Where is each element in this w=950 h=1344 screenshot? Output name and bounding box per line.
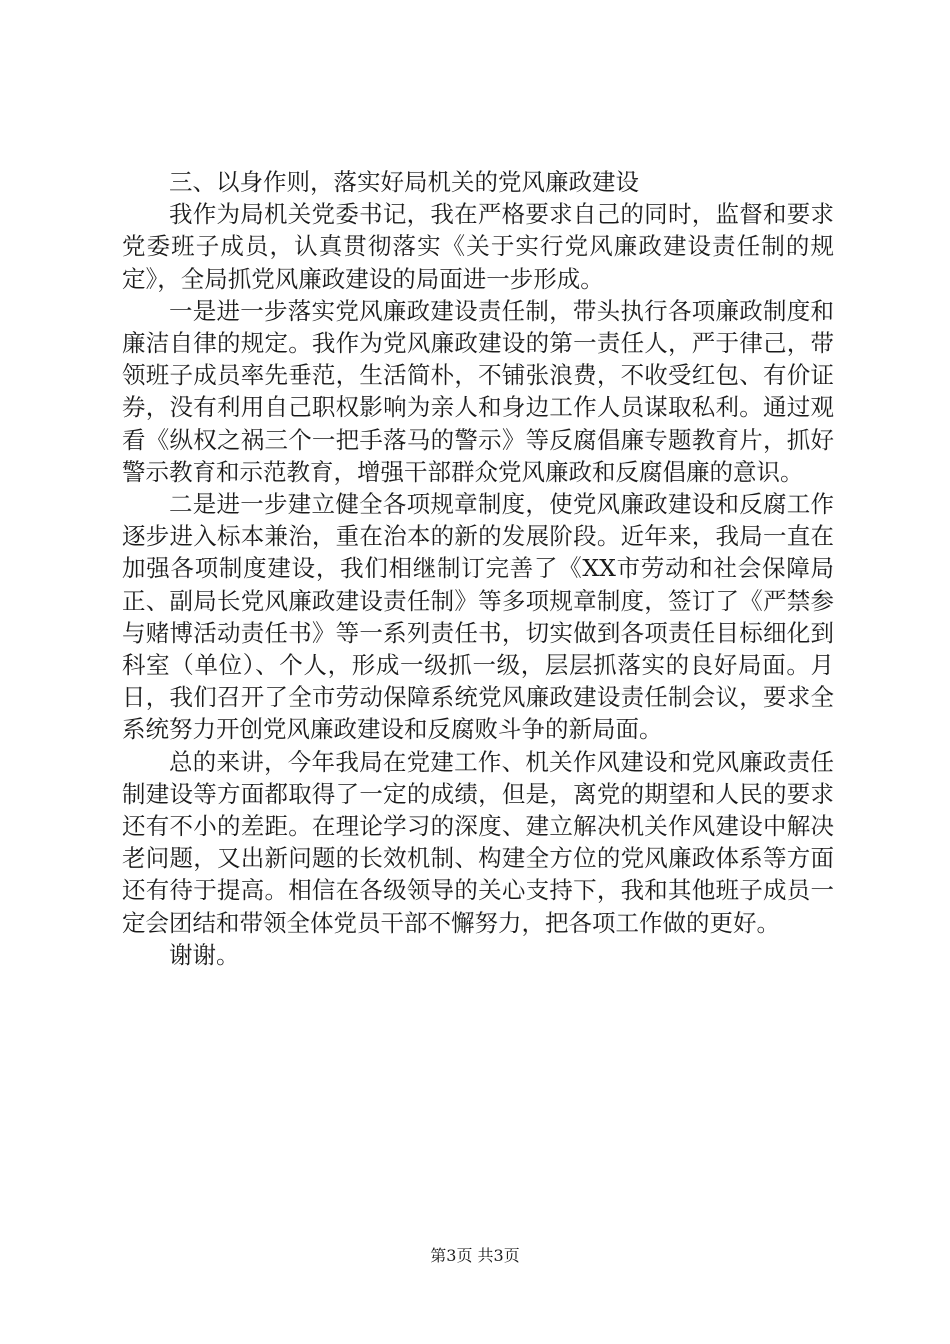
paragraph: 总的来讲，今年我局在党建工作、机关作风建设和党风廉政责任制建设等方面都取得了一定的成绩，但是，离党的期望和人民的要求还有不小的差距。在理论学习的深度、建立解决机关作风建设中解决老问题，又出新问题的长效机制、构建全方位的党风廉政体系等方面还有待于提高。相信在各级领导的关心支持下，我和其他班子成员一定会团结和带领全体党员干部不懈努力，把各项工作做的更好。: [122, 747, 834, 937]
paragraph: 我作为局机关党委书记，我在严格要求自己的同时，监督和要求党委班子成员，认真贯彻落实《关于实行党风廉政建设责任制的规定》，全局抓党风廉政建设的局面进一步形成。: [122, 200, 834, 293]
paragraph: 二是进一步建立健全各项规章制度，使党风廉政建设和反腐工作逐步进入标本兼治，重在治本的新的发展阶段。近年来，我局一直在加强各项制度建设，我们相继制订完善了《XX市劳动和社会保障局正、副局长党风廉政建设责任制》等多项规章制度，签订了《严禁参与赌博活动责任书》等一系列责任书，切实做到各项责任目标细化到科室（单位）、个人，形成一级抓一级，层层抓落实的良好局面。月日，我们召开了全市劳动保障系统党风廉政建设责任制会议，要求全系统努力开创党风廉政建设和反腐败斗争的新局面。: [122, 490, 834, 744]
section-heading: 三、以身作则，落实好局机关的党风廉政建设: [169, 168, 639, 196]
paragraph: 一是进一步落实党风廉政建设责任制，带头执行各项廉政制度和廉洁自律的规定。我作为党风廉政建设的第一责任人，严于律己，带领班子成员率先垂范，生活简朴，不铺张浪费，不收受红包、有价证券，没有利用自己职权影响为亲人和身边工作人员谋取私利。通过观看《纵权之祸三个一把手落马的警示》等反腐倡廉专题教育片，抓好警示教育和示范教育，增强干部群众党风廉政和反腐倡廉的意识。: [122, 296, 834, 486]
document-body: [122, 166, 834, 971]
page-footer: 第3页 共3页: [430, 1246, 520, 1265]
closing-line: 谢谢。: [169, 940, 240, 969]
